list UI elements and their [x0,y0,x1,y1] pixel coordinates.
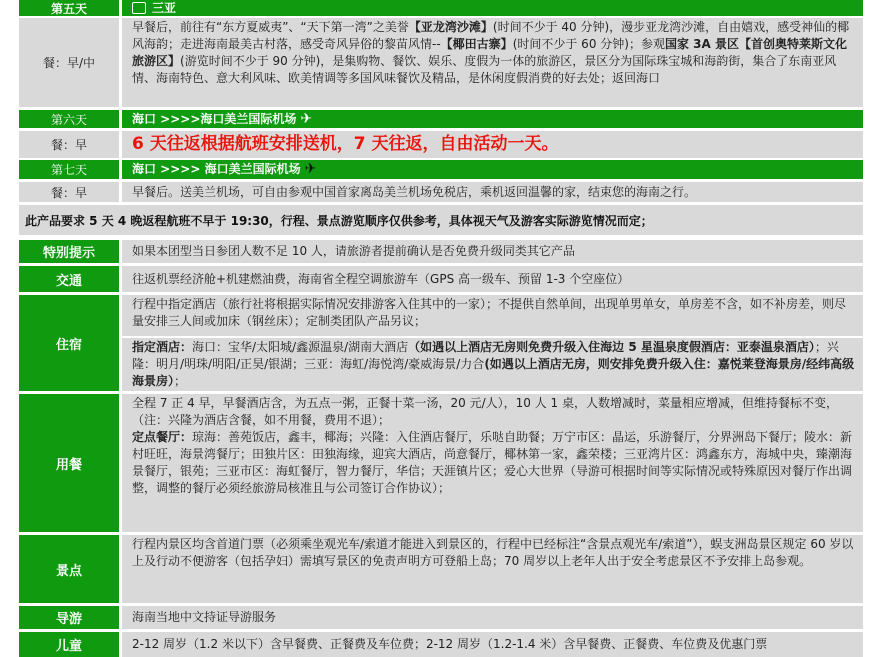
spots-text: 行程内景区均含首道门票（必须乘坐观光车/索道才能进入到景区的，行程中已经标注“含景点观光车/索道”），蜈支洲岛景区规定 60 岁以上及行动不便游客（包括孕妇）需填写景区的免责声明方可登船上岛；70 周岁以上老年人出于安全考虑景区不予安排上岛参观。 [122,535,863,603]
day5-spot-yalong-bay: 【亚龙湾沙滩】 [408,20,493,34]
day7-description: 早餐后。送美兰机场，可自由参观中国首家离岛美兰机场免税店，乘机返回温馨的家，结束您的海南之行。 [122,182,863,202]
children-text: 2-12 周岁（1.2 米以下）含早餐费、正餐费及车位费；2-12 周岁（1.2-1.4 米）含早餐费、正餐费、车位费及优惠门票 [122,632,863,657]
day6-meal-label: 餐：早 [19,131,119,158]
day5-description [122,18,863,107]
emblem-icon [132,2,146,14]
day5-title: 第五天 [19,0,119,16]
lodging-hotels-text: ； [174,374,187,388]
dining-meals: 全程 7 正 4 早，早餐酒店含，为五点一粥，正餐十菜一汤，20 元/人），10 人 1 桌，人数增减时，菜量相应增减，但维持餐标不变，（注：兴隆为酒店含餐，如不用餐，费用不退）； [132,396,839,427]
lodging-hotels-heading: 指定酒店： [132,340,193,354]
day7-title: 第七天 [19,160,119,179]
day5-desc-text: 早餐后，前往有“东方夏威夷”、“天下第一湾”之美誉 [132,20,409,34]
lodging-hotels [122,338,863,391]
day5-desc-text: (时间不少于 40 分钟)，漫步亚龙湾沙滩，自由嬉戏，感受神仙的椰风海韵；走进海南最美古村落，感受奇风异俗的黎苗风情-- [132,20,850,51]
day5-header [0,0,879,16]
dining-row [0,394,879,532]
day6-notice: 6 天往返根据航班安排送机，7 天往返，自由活动一天。 [132,134,559,154]
day6-route-label: 海口 >>>>海口美兰国际机场 [132,111,297,126]
day6-body [0,131,879,158]
transport-row [0,266,879,292]
spots-row [0,535,879,603]
lodging-hotels-text: ；兴隆：明月/明珠/明阳/正昊/银湖；三亚：海虹/海悦湾/豪威海景/力合 [132,340,839,371]
note-row [0,205,879,235]
day5-body [0,18,879,107]
lodging-row [0,295,879,391]
special-row [0,240,879,263]
day7-header [0,160,879,179]
lodging-hotels-text: 海口：宝华/太阳城/鑫源温泉/湖南大酒店 [192,340,409,354]
dining-restaurants: 琼海：善苑饭店，鑫丰，椰海；兴隆：入住酒店餐厅，乐哒自助餐；万宁市区：晶运，乐游餐厅，分界洲岛下餐厅；陵水：新村旺旺，海景湾餐厅；田独片区：田独海缘，迎宾大酒店，尚意餐厅，椰林第一家，鑫荣楼；三亚湾片区：鸿鑫东方，海城中央，臻潮海景餐厅，银苑；三亚市区：海虹餐厅，智力餐厅，华信；天涯镇片区；爱心大世界（导游可根据时间等实际情况或特殊原因对餐厅作出调整，调整的餐厅必须经旅游局核准且与公司签订合作协议）； [132,430,853,495]
return-flight-note: 此产品要求 5 天 4 晚返程航班不早于 19:30，行程、景点游览顺序仅供参考，具体视天气及游客实际游览情况而定； [19,205,863,235]
spots-label: 景点 [19,535,119,603]
transport-text: 往返机票经济舱+机建燃油费，海南省全程空调旅游车（GPS 高一级车、预留 1-3 个空座位） [122,266,863,292]
day7-route-label: 海口 >>>> 海口美兰国际机场 [132,162,301,176]
day7-route [122,160,863,179]
airplane-icon: ✈ [304,161,317,177]
day5-meal-label: 餐：早/中 [19,18,119,107]
day6-notice-cell [122,131,863,158]
day5-location-label: 三亚 [152,0,177,15]
day5-location [122,0,863,16]
lodging-upgrade-note: （如遇以上酒店无房则免费升级入住海边 5 星温泉度假酒店：亚泰温泉酒店） [408,340,815,354]
dining-text [122,394,863,532]
day5-desc-text: (游览时间不少于 90 分钟)，是集购物、餐饮、娱乐、度假为一体的旅游区，景区分为国际珠宝城和海韵街，集合了东南亚风情、海南特色、意大利风味、欧美情调等多国风味餐饮及精品，是休闲度假消费的好去处；返回海口 [132,54,837,85]
dining-label: 用餐 [19,394,119,532]
day7-body [0,182,879,202]
lodging-upgrade-note: (如遇以上酒店无房，则安排免费升级入住：嘉悦莱登海景房/经纬高级海景房） [132,357,855,388]
guide-row [0,606,879,629]
children-label: 儿童 [19,632,119,657]
day5-spot-outlets: 国家 3A 景区【首创奥特莱斯文化旅游区】 [132,37,847,68]
day5-desc-text: (时间不少于 60 分钟)；参观 [512,37,665,51]
transport-label: 交通 [19,266,119,292]
guide-text: 海南当地中文持证导游服务 [122,606,863,629]
dining-restaurants-heading: 定点餐厅： [132,430,193,444]
special-text: 如果本团型当日参团人数不足 10 人，请旅游者提前确认是否免费升级同类其它产品 [122,240,863,263]
day6-header [0,110,879,128]
lodging-label: 住宿 [19,295,119,391]
day5-spot-yetian: 【椰田古寨】 [440,37,513,51]
guide-label: 导游 [19,606,119,629]
airplane-icon: ✈ [300,110,313,127]
day7-meal-label: 餐：早 [19,182,119,202]
special-label: 特别提示 [19,240,119,263]
day6-title: 第六天 [19,110,119,128]
children-row [0,632,879,657]
lodging-policy: 行程中指定酒店（旅行社将根据实际情况安排游客入住其中的一家）；不提供自然单间，出现单男单女，单房差不含，如不补房差，则尽量安排三人间或加床（钢丝床）；定制类团队产品另议； [122,295,863,336]
day6-route [122,110,863,128]
